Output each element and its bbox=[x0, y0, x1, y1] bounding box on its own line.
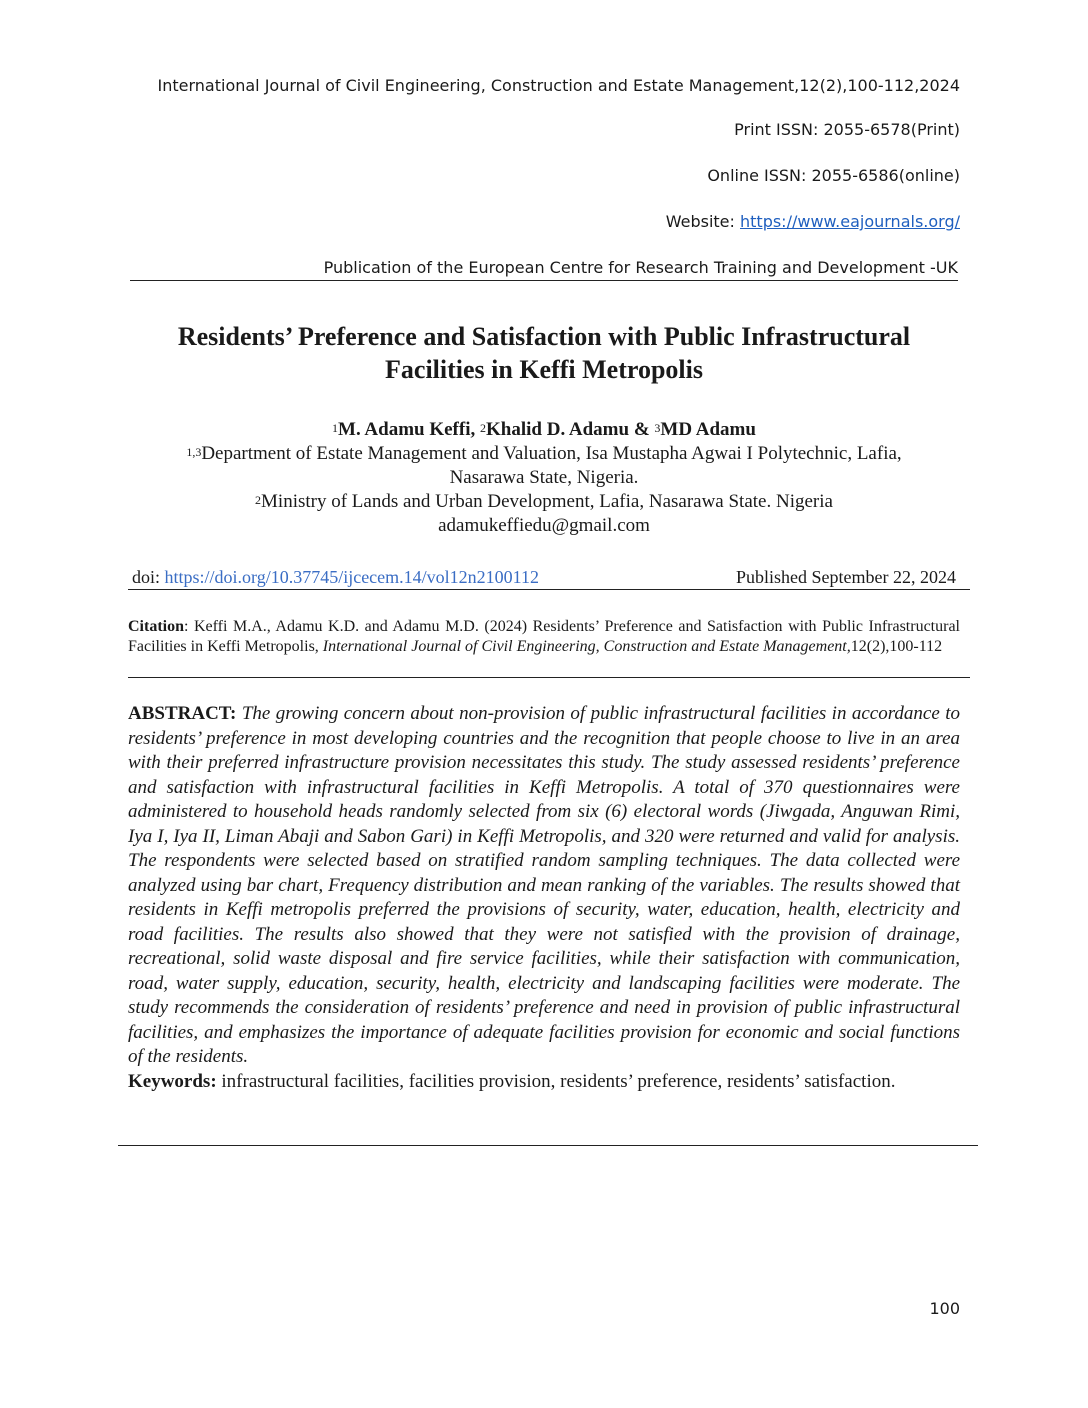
author-1-sup: 1 bbox=[332, 421, 339, 435]
author-names bbox=[100, 418, 988, 442]
citation-pages: 12(2),100-112 bbox=[850, 638, 943, 655]
publication-line: Publication of the European Centre for Research Training and Development -UK bbox=[323, 258, 958, 277]
paper-title bbox=[100, 320, 988, 386]
affiliation-1-sup: 1,3 bbox=[186, 445, 202, 459]
doi-divider bbox=[128, 589, 970, 590]
abstract-divider bbox=[118, 1145, 978, 1146]
authors-block bbox=[100, 418, 988, 538]
published-date: Published September 22, 2024 bbox=[736, 567, 956, 587]
citation-divider bbox=[128, 677, 970, 678]
affiliation-2-text: Ministry of Lands and Urban Development, Lafia, Nasarawa State. Nigeria bbox=[261, 491, 833, 512]
journal-line: International Journal of Civil Engineering, Construction and Estate Management,12(2),100-112,2024 bbox=[157, 76, 960, 95]
print-issn: Print ISSN: 2055-6578(Print) bbox=[734, 120, 960, 139]
citation bbox=[128, 617, 960, 657]
author-1: M. Adamu Keffi, bbox=[338, 419, 480, 440]
abstract-label: ABSTRACT: bbox=[128, 703, 242, 724]
header-divider bbox=[130, 280, 958, 281]
website-line bbox=[666, 212, 960, 231]
page-number: 100 bbox=[929, 1299, 960, 1318]
affiliation-1-text: Department of Estate Management and Valuation, Isa Mustapha Agwai I Polytechnic, Lafia, bbox=[201, 443, 902, 464]
keywords bbox=[128, 1070, 960, 1095]
author-2-sup: 2 bbox=[480, 421, 486, 435]
keywords-text: infrastructural facilities, facilities provision, residents’ preference, residents’ satisfaction. bbox=[216, 1070, 896, 1092]
citation-label: Citation bbox=[128, 618, 184, 635]
abstract-text: The growing concern about non-provision of public infrastructural facilities in accordance to residents’ preference in most developing countries and the recognition that people choose to live in an area with their preferred infrastructure provision necessitates this study. The study assessed residents’ preference and satisfaction with infrastructural facilities in Keffi Metropolis. A total of 370 questionnaires were administered to household heads randomly selected from six (6) electoral words (Jiwgada, Anguwan Rimi, Iya I, Iya II, Liman Abaji and Sabon Gari) in Keffi Metropolis, and 320 were returned and valid for analysis. The respondents were selected based on stratified random sampling techniques. The data collected were analyzed using bar chart, Frequency distribution and mean ranking of the variables. The results showed that residents in Keffi metropolis preferred the provisions of security, water, education, health, electricity and road facilities. The results also showed that they were not satisfied with the provision of drainage, recreational, solid waste disposal and fire service facilities, while their satisfaction with communication, road, water supply, education, security, health, electricity and landscaping facilities were moderate. The study recommends the consideration of residents’ preference and need in provision of public infrastructural facilities, and emphasizes the importance of adequate facilities provision for economic and social functions of the residents. bbox=[128, 703, 960, 1067]
author-2: Khalid D. Adamu & bbox=[486, 419, 655, 440]
online-issn: Online ISSN: 2055-6586(online) bbox=[707, 166, 960, 185]
affiliation-2 bbox=[100, 490, 988, 514]
citation-journal: International Journal of Civil Engineering, Construction and Estate Management, bbox=[322, 638, 851, 655]
website-link[interactable]: https://www.eajournals.org/ bbox=[740, 212, 960, 231]
doi-label: doi: bbox=[132, 567, 165, 587]
doi-row bbox=[132, 567, 956, 588]
abstract bbox=[128, 702, 960, 1094]
doi-link[interactable]: https://doi.org/10.37745/ijcecem.14/vol12n2100112 bbox=[164, 567, 539, 587]
affiliation-2-sup: 2 bbox=[255, 493, 262, 507]
affiliation-1 bbox=[100, 442, 988, 466]
affiliation-1-cont: Nasarawa State, Nigeria. bbox=[449, 467, 639, 488]
keywords-label: Keywords: bbox=[128, 1070, 217, 1092]
author-3-sup: 3 bbox=[654, 421, 661, 435]
author-3: MD Adamu bbox=[660, 419, 756, 440]
author-email: adamukeffiedu@gmail.com bbox=[438, 515, 650, 536]
title-line-2: Facilities in Keffi Metropolis bbox=[385, 355, 703, 384]
citation-text: : Keffi M.A., Adamu K.D. and Adamu M.D. (2024) Residents’ Preference and Satisfaction with Public Infrastructural Facilities in Keffi Metropolis, bbox=[128, 618, 960, 655]
title-line-1: Residents’ Preference and Satisfaction with Public Infrastructural bbox=[177, 322, 911, 351]
website-label: Website: bbox=[665, 212, 740, 231]
